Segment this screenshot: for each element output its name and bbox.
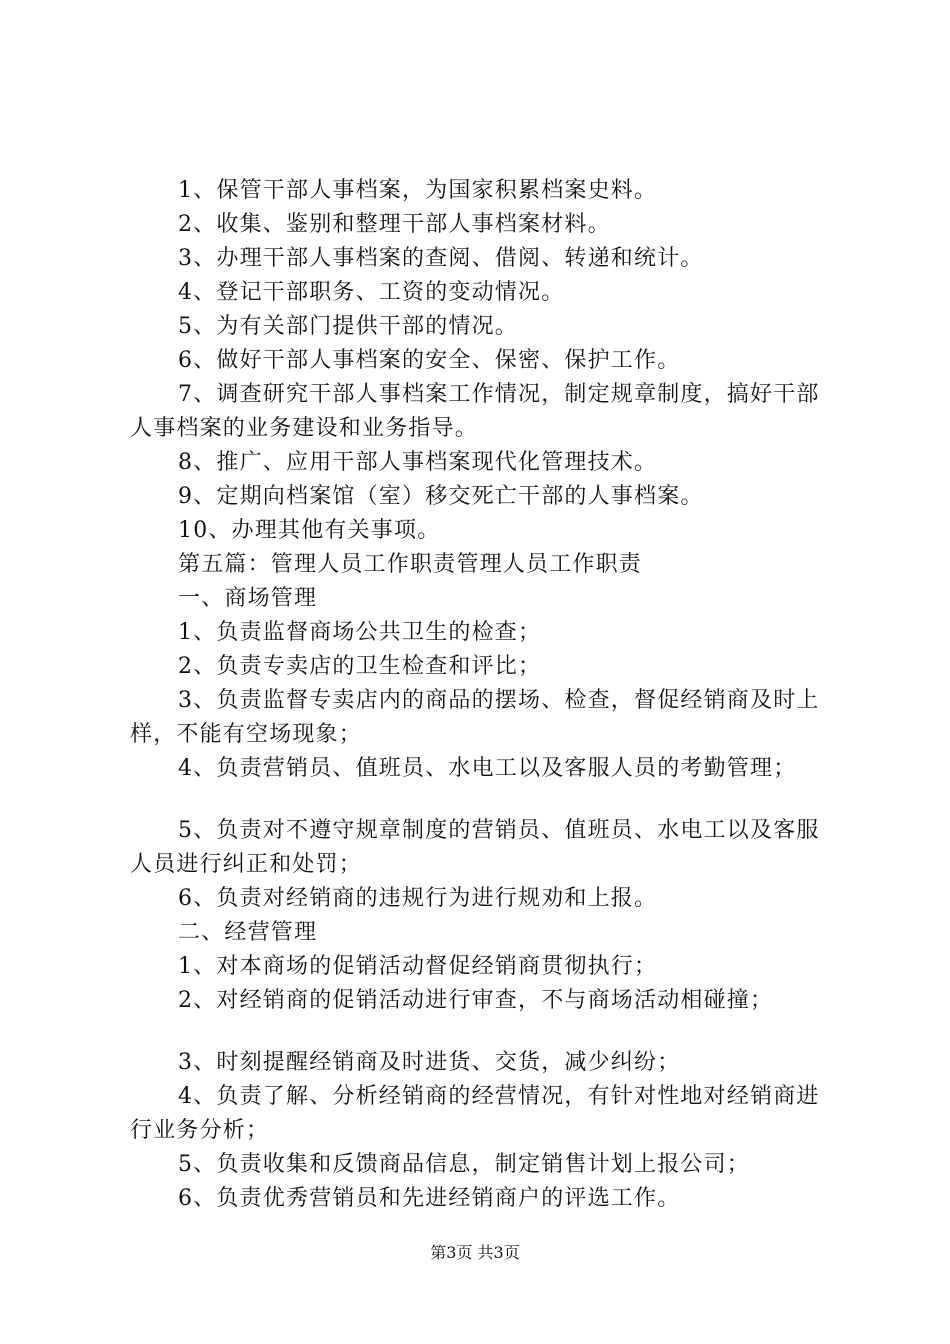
subsection-heading: 二、经营管理 bbox=[178, 920, 318, 945]
paragraph: 9、定期向档案馆（室）移交死亡干部的人事档案。 bbox=[178, 484, 704, 509]
page-footer bbox=[0, 1243, 950, 1263]
paragraph: 2、负责专卖店的卫生检查和评比； bbox=[178, 654, 542, 679]
paragraph: 3、办理干部人事档案的查阅、借阅、转递和统计。 bbox=[178, 246, 704, 271]
paragraph: 4、负责了解、分析经销商的经营情况，有针对性地对经销商进行业务分析； bbox=[130, 1084, 820, 1143]
paragraph: 2、对经销商的促销活动进行审查，不与商场活动相碰撞； bbox=[178, 988, 774, 1013]
paragraph: 3、时刻提醒经销商及时进货、交货，减少纠纷； bbox=[178, 1050, 681, 1075]
paragraph: 5、负责收集和反馈商品信息，制定销售计划上报公司； bbox=[178, 1152, 750, 1177]
paragraph: 5、为有关部门提供干部的情况。 bbox=[178, 314, 518, 339]
paragraph: 2、收集、鉴别和整理干部人事档案材料。 bbox=[178, 212, 611, 237]
subsection-heading: 一、商场管理 bbox=[178, 586, 318, 611]
paragraph: 5、负责对不遵守规章制度的营销员、值班员、水电工以及客服人员进行纠正和处罚； bbox=[130, 818, 820, 877]
page-number-label: 第3页 共3页 bbox=[430, 1243, 520, 1262]
paragraph: 1、负责监督商场公共卫生的检查； bbox=[178, 620, 542, 645]
paragraph: 7、调查研究干部人事档案工作情况，制定规章制度，搞好干部人事档案的业务建设和业务指导。 bbox=[130, 382, 820, 441]
paragraph: 8、推广、应用干部人事档案现代化管理技术。 bbox=[178, 450, 658, 475]
document-body bbox=[130, 174, 830, 1216]
paragraph: 10、办理其他有关事项。 bbox=[178, 518, 441, 543]
paragraph: 1、保管干部人事档案，为国家积累档案史料。 bbox=[178, 178, 658, 203]
paragraph: 3、负责监督专卖店内的商品的摆场、检查，督促经销商及时上样，不能有空场现象； bbox=[130, 688, 820, 747]
section-title: 第五篇：管理人员工作职责管理人员工作职责 bbox=[178, 552, 643, 577]
paragraph: 6、做好干部人事档案的安全、保密、保护工作。 bbox=[178, 348, 681, 373]
paragraph: 4、负责营销员、值班员、水电工以及客服人员的考勤管理； bbox=[178, 756, 797, 781]
paragraph: 1、对本商场的促销活动督促经销商贯彻执行； bbox=[178, 954, 658, 979]
paragraph: 6、负责对经销商的违规行为进行规劝和上报。 bbox=[178, 886, 658, 911]
paragraph: 4、登记干部职务、工资的变动情况。 bbox=[178, 280, 565, 305]
paragraph: 6、负责优秀营销员和先进经销商户的评选工作。 bbox=[178, 1186, 681, 1211]
